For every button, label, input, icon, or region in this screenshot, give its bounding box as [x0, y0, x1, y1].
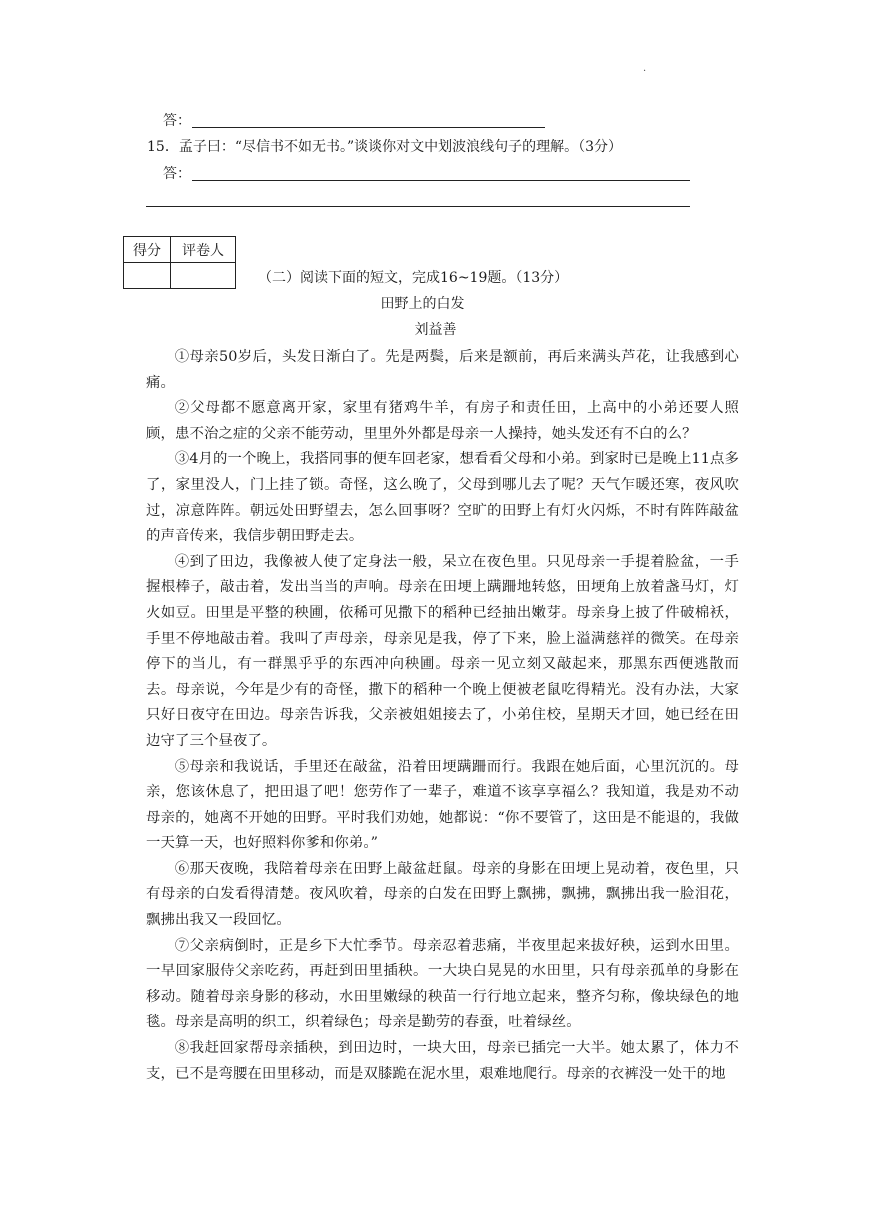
paragraph-1: ①母亲50岁后，头发日渐白了。先是两鬓，后来是额前，再后来满头芦花，让我感到心痛。	[146, 349, 739, 391]
grader-cell[interactable]	[171, 263, 236, 289]
article-title: 田野上的白发	[380, 296, 465, 312]
q15-question: 15．孟子曰：“尽信书不如无书。”谈谈你对文中划波浪线句子的理解。（3分）	[147, 139, 623, 155]
paragraph-7: ⑦父亲病倒时，正是乡下大忙季节。母亲忍着悲痛，半夜里起来拔好秧，运到水田里。一早回家服侍父亲吃药，再赶到田里插秧。一大块白晃晃的水田里，只有母亲孤单的身影在移动。随着母亲身影的移动，水田里嫩绿的秧苗一行行地立起来，整齐匀称，像块绿色的地毯。母亲是高明的织工，织着绿色；母亲是勤劳的春蚕，吐着绿丝。	[146, 937, 739, 1031]
score-table	[123, 236, 236, 289]
paragraph-4: ④到了田边，我像被人使了定身法一般，呆立在夜色里。只见母亲一手提着脸盆，一手握根棒子，敲击着，发出当当的声响。母亲在田埂上蹒跚地转悠，田埂角上放着盏马灯，灯火如豆。田里是平整的秧圃，依稀可见撒下的稻种已经抽出嫩芽。母亲身上披了件破棉袄，手里不停地敲击着。我叫了声母亲，母亲见是我，停了下来，脸上溢满慈祥的微笑。在母亲停下的当儿，有一群黑乎乎的东西冲向秧圃。母亲一见立刻又敲起来，那黑东西便逃散而去。母亲说，今年是少有的奇怪，撒下的稻种一个晚上便被老鼠吃得精光。没有办法，大家只好日夜守在田边。母亲告诉我，父亲被姐姐接去了，小弟住校，星期天才回，她已经在田边守了三个昼夜了。	[146, 553, 739, 749]
paragraph-5: ⑤母亲和我说话，手里还在敲盆，沿着田埂蹒跚而行。我跟在她后面，心里沉沉的。母亲，您该休息了，把田退了吧！您劳作了一辈子，难道不该享享福么？我知道，我是劝不动母亲的，她离不开她的田野。平时我们劝她，她都说：“你不要管了，这田是不能退的，我做一天算一天，也好照料你爹和你弟。”	[146, 758, 739, 852]
section-instruction: （二）阅读下面的短文，完成16~19题。（13分）	[258, 270, 569, 286]
q15-answer-label: 答：	[163, 166, 191, 182]
paragraph-3: ③4月的一个晚上，我搭同事的便车回老家，想看看父母和小弟。到家时已是晚上11点多了，家里没人，门上挂了锁。奇怪，这么晚了，父母到哪儿去了呢？天气乍暖还寒，夜风吹过，凉意阵阵。朝远处田野望去，怎么回事呀？空旷的田野上有灯火闪烁，不时有阵阵敲盆的声音传来，我信步朝田野走去。	[146, 451, 739, 545]
q15-answer-line-2[interactable]	[146, 206, 690, 207]
paragraph-2: ②父母都不愿意离开家，家里有猪鸡牛羊，有房子和责任田，上高中的小弟还要人照顾，患不治之症的父亲不能劳动，里里外外都是母亲一人操持，她头发还有不白的么？	[146, 400, 739, 442]
q14-answer-label: 答：	[163, 113, 191, 129]
grader-header: 评卷人	[171, 237, 236, 263]
score-cell[interactable]	[124, 263, 171, 289]
paragraph-8: ⑧我赶回家帮母亲插秧，到田边时，一块大田，母亲已插完一大半。她太累了，体力不支，已不是弯腰在田里移动，而是双膝跪在泥水里，艰难地爬行。母亲的衣裤没一处干的地	[146, 1040, 739, 1082]
q14-answer-line[interactable]	[192, 127, 545, 128]
stray-dot: ·	[643, 66, 647, 77]
paragraph-6: ⑥那天夜晚，我陪着母亲在田野上敲盆赶鼠。母亲的身影在田埂上晃动着，夜色里，只有母亲的白发看得清楚。夜风吹着，母亲的白发在田野上飘拂，飘拂，飘拂出我一脸泪花，飘拂出我又一段回忆。	[146, 860, 739, 929]
score-header: 得分	[124, 237, 171, 263]
article-author: 刘益善	[414, 322, 457, 338]
q15-answer-line-1[interactable]	[192, 180, 690, 181]
article-body	[146, 345, 739, 1087]
